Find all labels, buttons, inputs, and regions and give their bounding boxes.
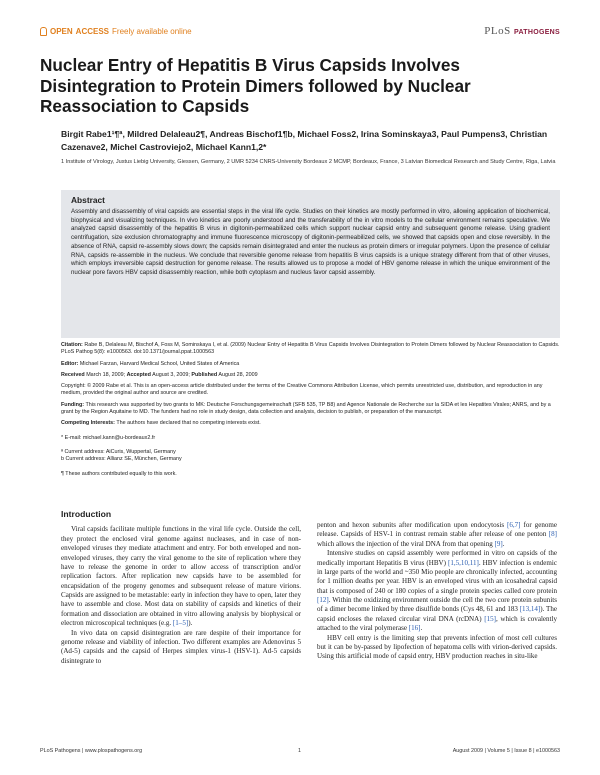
footer-issue: August 2009 | Volume 5 | Issue 8 | e1000563 (452, 748, 560, 754)
funding: Funding: This research was supported by two grants to MK: Deutsche Forschungsgemeinschaft (SFB 535, TP B8) and Agence Nationale de Recherche sur la SIDA et les Hepatites Virales; ANRS, and by a grant by the Region Aquitaine to MD. The funders had no role in study design, data collection and analysis, decision to publish, or preparation of the manuscript. (61, 401, 551, 416)
intro-paragraph-1: Viral capsids facilitate multiple functions in the viral life cycle. Outside the cell, they protect the enclosed viral genome against nucleases, and in case of non-enveloped viruses they mediate attachment and entry. For both enveloped and non-enveloped viruses, they carry the viral genome to the site of replication where they have to release the genome in order to allow access of transcription and/or replication factors. After replication new capsids have to be assembled for encapsidation of the progeny genomes and subsequent release of mature virions. Capsids are assigned to be metastable: early in infection they have to open, later they have to assemble and close. Most data on stability of capsids and kinetics of their formation and dissociation are obtained in vitro allowing analysis by biophysical or electron microscopical techniques (e.g. [1–5]). (61, 525, 301, 628)
author-list: Birgit Rabe1¹¶ª, Mildred Delaleau2¶, Andreas Bischof1¶b, Michael Foss2, Irina Sominskaya3, Paul Pumpens3, Christian Cazenave2, Michel Castroviejo2, Michael Kann1,2* (61, 129, 548, 152)
competing-interests: Competing Interests: The authors have declared that no competing interests exist. (61, 420, 261, 427)
citation-link[interactable]: [13,14] (519, 605, 541, 614)
copyright: Copyright: © 2009 Rabe et al. This is an open-access article distributed under the terms of the Creative Commons Attribution License, which permits unrestricted use, distribution, and reproduction in any medium, provided the original author and source are credited. (61, 383, 543, 397)
abstract-box (61, 190, 560, 338)
body-column-left (61, 510, 301, 666)
editor: Editor: Michael Farzan, Harvard Medical School, United States of America (61, 360, 240, 367)
citation-link[interactable]: [15] (484, 614, 496, 623)
citation-link[interactable]: [12] (317, 596, 329, 604)
corresponding-email[interactable]: * E-mail: michael.kann@u-bordeaux2.fr (61, 434, 156, 441)
article-metadata (61, 342, 560, 482)
citation-link[interactable]: [1–5] (172, 619, 189, 628)
page-number: 1 (298, 748, 301, 754)
logo-pathogens: PATHOGENS (514, 29, 560, 36)
access-label: ACCESS (75, 27, 110, 36)
open-access-lock-icon (40, 27, 47, 36)
citation-link[interactable]: [16] (408, 624, 421, 633)
footer-journal: PLoS Pathogens | www.plospathogens.org (40, 748, 143, 754)
affiliations: 1 Institute of Virology, Justus Liebig University, Giessen, Germany, 2 UMR 5234 CNRS-University Bordeaux 2 MCMP, Bordeaux, France, 3 Latvian Biomedical Research and Study Centre, Riga, Latvia (61, 159, 556, 165)
current-address-a: ª Current address: AiCuris, Wuppertal, Germany (61, 448, 176, 455)
logo-plos: PLoS (484, 25, 511, 37)
citation-link[interactable]: [8] (548, 530, 557, 539)
citation-link[interactable]: [6,7] (507, 521, 521, 529)
paper-title: Nuclear Entry of Hepatitis B Virus Capsids Involves Disintegration to Protein Dimers followed by Nuclear Reassociation to Capsids (40, 55, 471, 116)
introduction-heading: Introduction (61, 509, 112, 519)
open-access-label: OPEN (50, 27, 73, 36)
dates: Received March 18, 2009; Accepted August 3, 2009; Published August 28, 2009 (61, 371, 258, 378)
right-paragraph-1: penton and hexon subunits after modification upon endocytosis [6,7] for genome release. Capsids of HSV-1 in contrast remain stable after release of one penton [8] which allows the injection of the viral DNA from that opening [9]. (317, 521, 557, 548)
freely-available-label: Freely available online (112, 27, 192, 36)
citation-link[interactable]: [9] (494, 539, 503, 548)
citation: Citation: Rabe B, Delaleau M, Bischof A, Foss M, Sominskaya I, et al. (2009) Nuclear Entry of Hepatitis B Virus Capsids Involves Disintegration to Protein Dimers followed by Nuclear Reassociation to Capsids. PLoS Pathog 5(8): e1000563. doi:10.1371/journal.ppat.1000563 (61, 342, 560, 356)
right-paragraph-3: HBV cell entry is the limiting step that prevents infection of most cell cultures but it can be by-passed by lipofection of hepatoma cells with virion-derived capsids. Using this artificial mode of capsid entry, HBV production reaches in situ-like (317, 633, 557, 661)
right-paragraph-2: Intensive studies on capsid assembly were performed in vitro on capsids of the medically important Hepatitis B virus (HBV) [1,5,10,11]. HBV infection is endemic in large parts of the world and ~350 Mio people are chronically infected, accounting for 1 million deaths per year. HBV is an enveloped virus with an icosahedral capsid that is composed of 240 or 180 copies of a single protein species called core protein [12]. Within the oxidizing environment outside the cell the two core protein subunits of a dimer become linked by three disulfide bonds (Cys 48, 61 and 183 [13,14]). The capsid encloses the relaxed circular viral DNA (rcDNA) [15], which is covalently attached to the viral polymerase [16]. (317, 549, 558, 633)
open-access-banner (40, 27, 192, 36)
abstract-heading: Abstract (71, 195, 105, 205)
citation-link[interactable]: [1,5,10,11] (448, 558, 479, 567)
current-address-b: b Current address: Allianz SE, München, Germany (61, 456, 182, 463)
equal-contribution-note: ¶ These authors contributed equally to this work. (61, 470, 177, 477)
body-column-right (317, 521, 557, 662)
intro-paragraph-2: In vivo data on capsid disintegration are rare despite of their importance for genome release and viability of infection. Two different examples are Adenovirus 5 (Ad-5) capsids and the capsid of Herpes simplex virus-1 (HSV-1). Ad-5 capsids disintegrate to (61, 628, 301, 665)
plos-pathogens-logo (484, 25, 560, 37)
abstract-text: Assembly and disassembly of viral capsids are essential steps in the viral life cycle. Studies on their kinetics are mostly performed in vitro, allowing application of biochemical, biophysical and visualizing techniques. In vivo kinetics are poorly understood and the transferability of the in vitro models to the cellular environment remains speculative. We analyzed capsid disassembly of the hepatitis B virus in digitonin-permeabilized cells which support nuclear capsid entry and subsequent genome release. Using gradient centrifugation, size exclusion chromatography and immune fluorescence microscopy of digitonin-permeabilized cells, we showed that capsids open and close reversibly. In the absence of RNA, capsid re-assembly slows down; the capsids remain disintegrated and enter the nucleus as protein dimers or irregular polymers. Upon the presence of cellular RNA, capsids re-assemble in the nucleus. We conclude that reversible genome release from hepatitis B virus capsids is a unique strategy different from that of other viruses, which employs irreversible capsid destruction for genome release. The results allowed us to propose a model of HBV genome release in which the unique environment of the nuclear pore favors HBV capsid disassembly reaction, while both cytoplasm and nucleus favor capsid assembly. (71, 208, 550, 276)
